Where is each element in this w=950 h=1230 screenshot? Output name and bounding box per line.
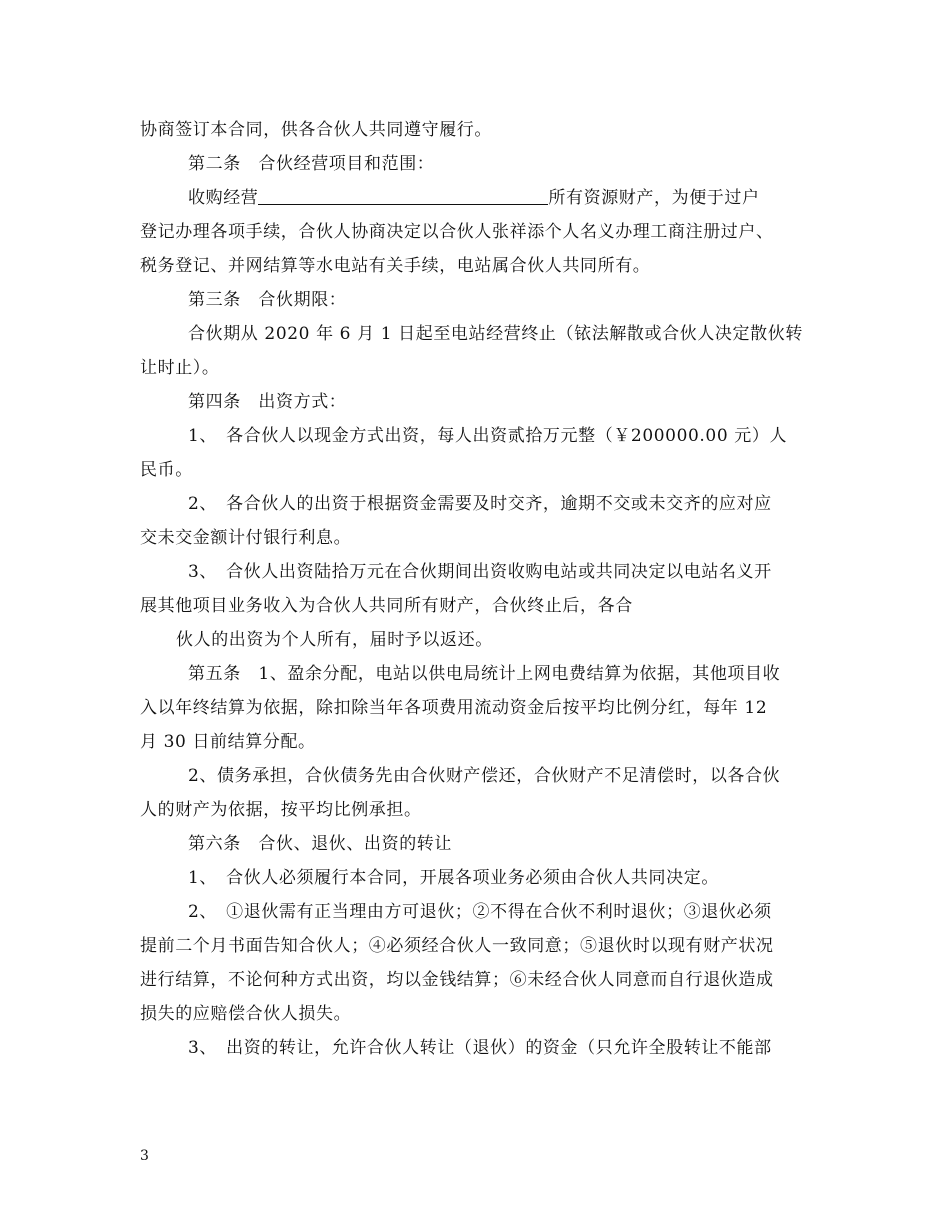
page-number: 3: [140, 1148, 149, 1164]
article-heading: 第五条 1、盈余分配，电站以供电局统计上网电费结算为依据，其他项目收: [188, 664, 781, 684]
fill-in-blank: [258, 188, 548, 205]
paragraph-line: 合伙期从 2020 年 6 月 1 日起至电站经营终止（铱法解散或合伙人决定散伙转: [188, 324, 803, 344]
text-segment: 所有资源财产，为便于过户: [548, 188, 760, 208]
article-heading: 第四条 出资方式：: [188, 392, 347, 412]
paragraph-line: 人的财产为依据，按平均比例承担。: [140, 800, 422, 820]
paragraph-line: 月 30 日前结算分配。: [140, 732, 316, 752]
paragraph-line: 民币。: [140, 460, 193, 480]
paragraph-line: 让时止）。: [140, 358, 220, 378]
paragraph-line: 2、 ①退伙需有正当理由方可退伙；②不得在合伙不利时退伙；③退伙必须: [188, 902, 772, 922]
paragraph-line: 1、 各合伙人以现金方式出资，每人出资贰拾万元整（￥200000.00 元）人: [188, 426, 788, 446]
paragraph-line: 损失的应赔偿合伙人损失。: [140, 1004, 352, 1024]
paragraph-line: 3、 合伙人出资陆拾万元在合伙期间出资收购电站或共同决定以电站名义开: [188, 562, 772, 582]
paragraph-line: 进行结算，不论何种方式出资，均以金钱结算；⑥未经合伙人同意而自行退伙造成: [140, 970, 774, 990]
paragraph-line: 税务登记、并网结算等水电站有关手续，电站属合伙人共同所有。: [140, 256, 651, 276]
paragraph-line: 交未交金额计付银行利息。: [140, 528, 352, 548]
paragraph-line: 3、 出资的转让，允许合伙人转让（退伙）的资金（只允许全股转让不能部: [188, 1038, 772, 1058]
paragraph-line: 提前二个月书面告知合伙人；④必须经合伙人一致同意；⑤退伙时以现有财产状况: [140, 936, 774, 956]
paragraph-line: 入以年终结算为依据，除扣除当年各项费用流动资金后按平均比例分红，每年 12: [140, 698, 768, 718]
paragraph-line: 1、 合伙人必须履行本合同，开展各项业务必须由合伙人共同决定。: [188, 868, 719, 888]
paragraph-line: 展其他项目业务收入为合伙人共同所有财产，合伙终止后，各合: [140, 596, 633, 616]
paragraph-line: 登记办理各项手续，合伙人协商决定以合伙人张祥添个人名义办理工商注册过户、: [140, 222, 774, 242]
paragraph-line: 协商签订本合同，供各合伙人共同遵守履行。: [140, 120, 492, 140]
paragraph-line: 伙人的出资为个人所有，届时予以返还。: [176, 630, 493, 650]
paragraph-line: [188, 188, 760, 208]
paragraph-line: 2、 各合伙人的出资于根据资金需要及时交齐，逾期不交或未交齐的应对应: [188, 494, 772, 514]
article-heading: 第三条 合伙期限：: [188, 290, 347, 310]
article-heading: 第二条 合伙经营项目和范围：: [188, 154, 435, 174]
article-heading: 第六条 合伙、退伙、出资的转让: [188, 834, 452, 854]
paragraph-line: 2、债务承担，合伙债务先由合伙财产偿还，合伙财产不足清偿时，以各合伙: [188, 766, 781, 786]
text-segment: 收购经营: [188, 188, 259, 208]
